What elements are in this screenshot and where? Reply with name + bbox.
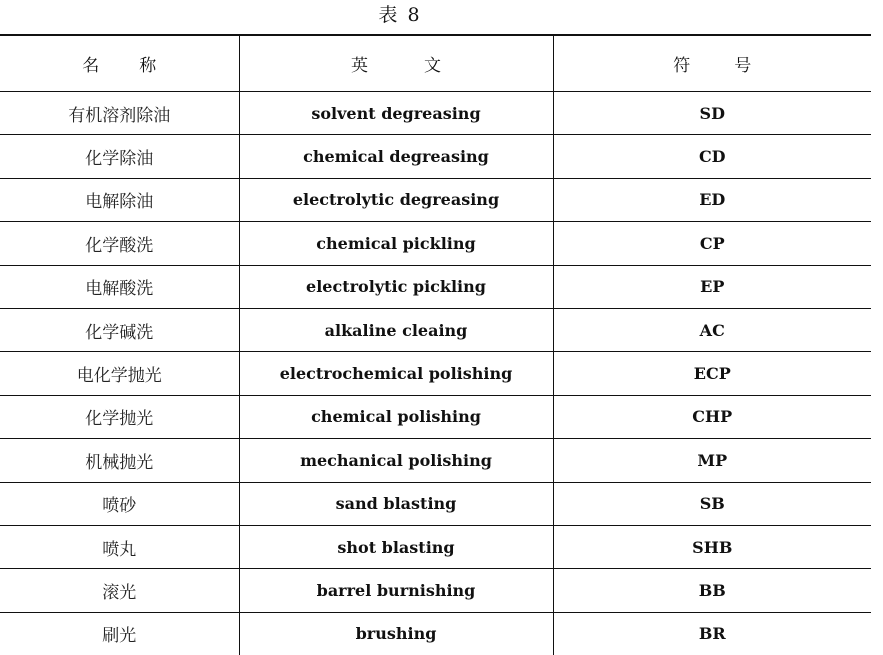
row-name: 机械抛光: [0, 439, 239, 482]
row-english: sand blasting: [239, 482, 553, 525]
table-header-row: [0, 35, 871, 92]
table-row: [0, 308, 871, 351]
row-symbol: SD: [553, 92, 871, 135]
header-english: 英文: [239, 35, 553, 92]
header-symbol: 符号: [553, 35, 871, 92]
row-english: solvent degreasing: [239, 92, 553, 135]
row-name: 喷丸: [0, 525, 239, 568]
row-name: 电解除油: [0, 178, 239, 221]
row-symbol: SHB: [553, 525, 871, 568]
row-name: 有机溶剂除油: [0, 92, 239, 135]
row-symbol: ED: [553, 178, 871, 221]
row-symbol: AC: [553, 308, 871, 351]
row-symbol: ECP: [553, 352, 871, 395]
row-name: 电化学抛光: [0, 352, 239, 395]
row-english: barrel burnishing: [239, 569, 553, 612]
row-name: 化学酸洗: [0, 222, 239, 265]
table-row: [0, 92, 871, 135]
table-row: [0, 612, 871, 655]
row-symbol: EP: [553, 265, 871, 308]
row-symbol: BB: [553, 569, 871, 612]
row-english: shot blasting: [239, 525, 553, 568]
row-english: alkaline cleaing: [239, 308, 553, 351]
table-row: [0, 482, 871, 525]
row-symbol: CD: [553, 135, 871, 178]
process-symbol-table: [0, 34, 871, 655]
row-symbol: BR: [553, 612, 871, 655]
table-row: [0, 135, 871, 178]
header-name: 名称: [0, 35, 239, 92]
table-row: [0, 265, 871, 308]
row-name: 化学抛光: [0, 395, 239, 438]
row-english: electrochemical polishing: [239, 352, 553, 395]
table-row: [0, 222, 871, 265]
row-english: electrolytic degreasing: [239, 178, 553, 221]
row-english: chemical degreasing: [239, 135, 553, 178]
row-symbol: SB: [553, 482, 871, 525]
row-english: chemical polishing: [239, 395, 553, 438]
row-symbol: MP: [553, 439, 871, 482]
table-row: [0, 395, 871, 438]
row-symbol: CP: [553, 222, 871, 265]
row-name: 化学除油: [0, 135, 239, 178]
row-name: 化学碱洗: [0, 308, 239, 351]
table-row: [0, 439, 871, 482]
table-row: [0, 352, 871, 395]
row-name: 刷光: [102, 626, 137, 647]
table-row: [0, 178, 871, 221]
row-english: chemical pickling: [239, 222, 553, 265]
row-english: brushing: [239, 612, 553, 655]
row-english: mechanical polishing: [239, 439, 553, 482]
row-name: 滚光: [0, 569, 239, 612]
table-row: [0, 525, 871, 568]
table-caption: 表 8: [378, 4, 422, 26]
row-name: 电解酸洗: [0, 265, 239, 308]
row-english: electrolytic pickling: [239, 265, 553, 308]
row-symbol: CHP: [553, 395, 871, 438]
table-row: [0, 569, 871, 612]
row-name: 喷砂: [0, 482, 239, 525]
